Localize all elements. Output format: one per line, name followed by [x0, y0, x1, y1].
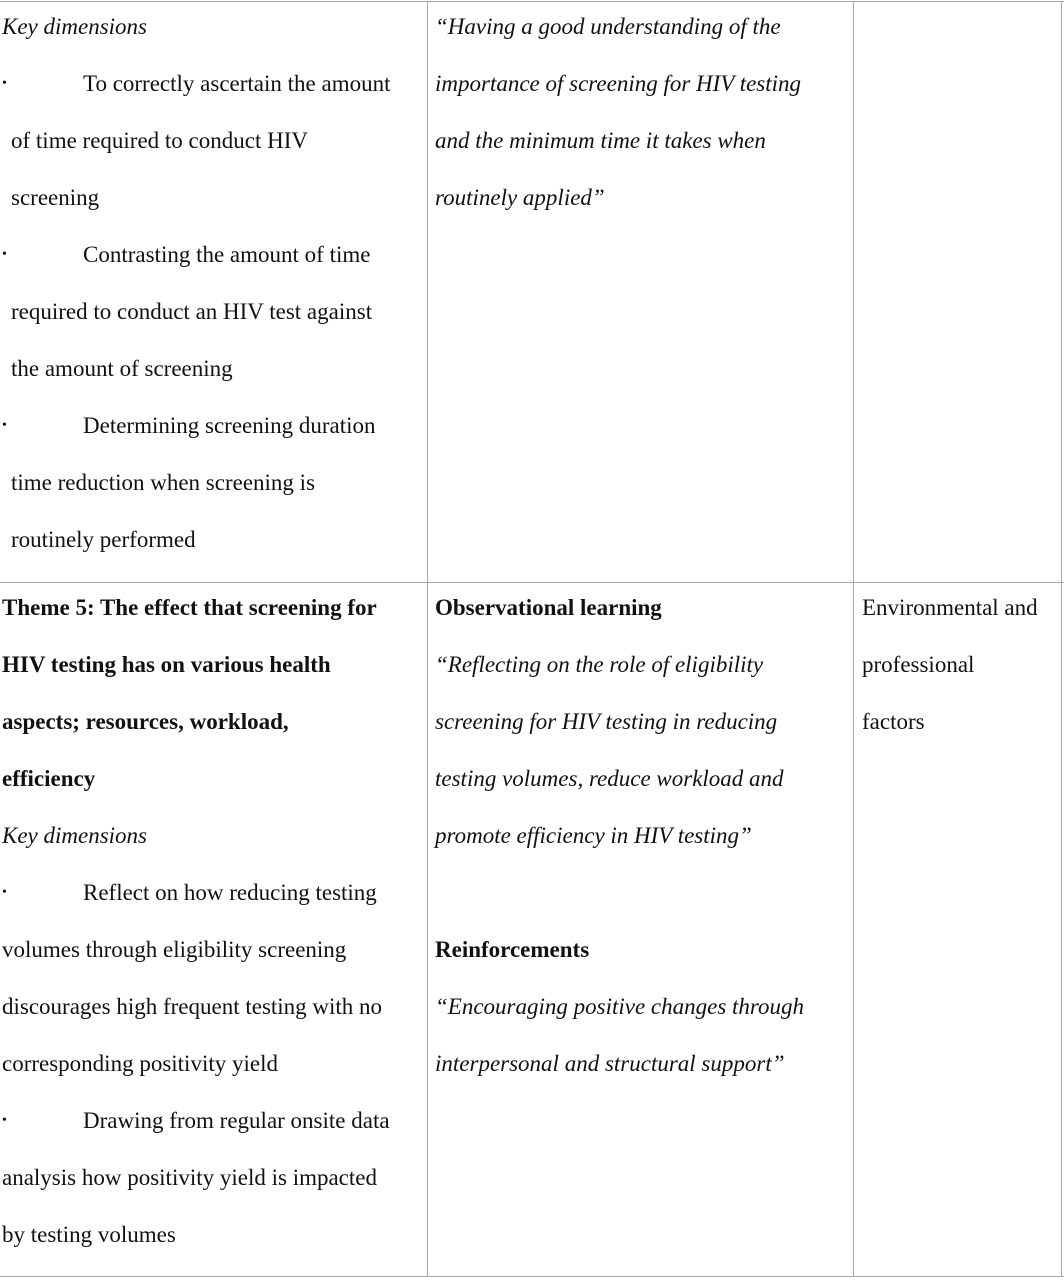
- key-dimensions-heading: Key dimensions: [2, 14, 148, 39]
- bullet-icon: •: [2, 76, 7, 91]
- bullet-icon: •: [2, 418, 7, 433]
- theme-title: Theme 5: The effect that screening for HIV testing has on various health aspects; resources, workload, efficiency: [2, 595, 377, 791]
- list-item: • Drawing from regular onsite data: [2, 1092, 422, 1149]
- table-right-border: [1061, 1, 1062, 1277]
- row2-col1-cell: Theme 5: The effect that screening for HIV testing has on various health aspects; resources, workload, efficiency Key dimensions • Reflect on how reducing testing volumes through eligibility screening discourages high frequent testing with no corresponding positivity yield • Drawing from regular onsite data analysis how positivity yield is impacted by testing volumes: [2, 579, 422, 1263]
- bullet-icon: •: [2, 885, 7, 900]
- quote-line: routinely applied”: [435, 185, 605, 210]
- row1-col2-cell: [435, 0, 849, 226]
- quote-block: “Encouraging positive changes through interpersonal and structural support”: [435, 994, 805, 1076]
- factor-line: professional: [862, 652, 975, 677]
- row2-col2-cell: [435, 579, 849, 1092]
- row1-col1-cell: [2, 0, 422, 568]
- factor-line: factors: [862, 709, 925, 734]
- quote-line: and the minimum time it takes when: [435, 128, 766, 153]
- factor-line: Environmental and: [862, 595, 1038, 620]
- table-bottom-border: [0, 1276, 1064, 1277]
- list-item: • Contrasting the amount of time required to conduct an HIV test against the amount of screening: [2, 226, 422, 397]
- construct-label: Reinforcements: [435, 937, 590, 962]
- list-item: • Determining screening duration time reduction when screening is routinely performed: [2, 397, 422, 568]
- construct-label: Observational learning: [435, 595, 662, 620]
- list-item: • To correctly ascertain the amount of time required to conduct HIV screening: [2, 55, 422, 226]
- quote-line: importance of screening for HIV testing: [435, 71, 802, 96]
- quote-line: “Having a good understanding of the: [435, 14, 781, 39]
- quote-block: “Reflecting on the role of eligibility screening for HIV testing in reducing testing volumes, reduce workload and promote efficiency in HIV testing”: [435, 652, 784, 848]
- key-dimensions-heading: Key dimensions: [2, 823, 148, 848]
- list-item: • Reflect on how reducing testing: [2, 864, 422, 921]
- bullet-icon: •: [2, 247, 7, 262]
- bullet-icon: •: [2, 1113, 7, 1128]
- column-divider-2: [853, 1, 854, 1277]
- column-divider-1: [427, 1, 428, 1277]
- row2-col3-cell: [862, 579, 1060, 750]
